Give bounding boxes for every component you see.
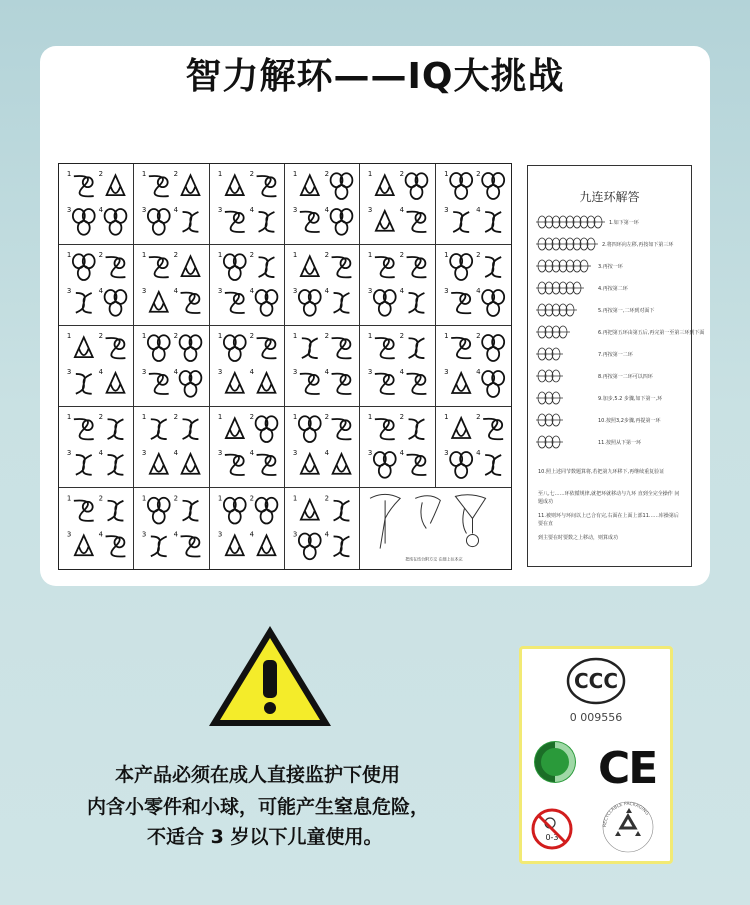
puzzle-number-label: 2 — [399, 332, 405, 341]
puzzle-number-label: 4 — [324, 530, 330, 539]
puzzle-number-label: 1 — [66, 251, 72, 260]
puzzle-number-label: 1 — [292, 413, 298, 422]
puzzle-number-label: 1 — [292, 494, 298, 503]
puzzle-cell — [210, 326, 285, 407]
puzzle-cell — [134, 245, 209, 326]
puzzle-number-label: 1 — [292, 332, 298, 341]
puzzle-number-label: 1 — [142, 251, 147, 260]
puzzle-number-label: 1 — [368, 251, 373, 260]
puzzle-number-label: 2 — [399, 170, 405, 179]
puzzle-number-label: 4 — [399, 286, 405, 295]
puzzle-number-label: 4 — [249, 286, 254, 295]
puzzle-number-label: 3 — [292, 205, 298, 214]
answer-panel — [527, 165, 705, 567]
puzzle-cell — [360, 245, 435, 326]
puzzle-number-label: 2 — [324, 413, 330, 422]
wire-puzzle-drawing — [436, 164, 511, 244]
wire-puzzle-drawing — [360, 488, 511, 569]
puzzle-number-label: 4 — [324, 367, 330, 376]
puzzle-number-label: 1 — [66, 332, 72, 341]
puzzle-number-label: 2 — [98, 332, 104, 341]
puzzle-number-label: 3 — [443, 368, 449, 376]
answer-footnote: 10.照上述同节数题算将,若把第九环移下,再继续重复验证 — [538, 469, 665, 475]
puzzle-cell — [285, 245, 360, 326]
answer-step: 8.再按第一二环可以四环 — [598, 374, 653, 380]
puzzle-number-label: 1 — [142, 413, 147, 422]
puzzle-number-label: 1 — [443, 413, 449, 421]
wire-puzzle-drawing — [360, 326, 434, 406]
puzzle-number-label: 1 — [217, 332, 222, 341]
puzzle-number-label: 4 — [475, 449, 481, 457]
puzzle-cell — [285, 488, 360, 569]
puzzle-number-label: 2 — [98, 494, 104, 503]
puzzle-number-label: 2 — [249, 413, 254, 422]
green-dot-icon — [532, 739, 578, 785]
puzzle-number-label: 4 — [249, 530, 254, 539]
wire-puzzle-drawing — [436, 407, 511, 487]
wire-puzzle-drawing — [59, 326, 133, 406]
puzzle-number-label: 4 — [98, 367, 104, 376]
puzzle-number-label: 1 — [217, 494, 222, 503]
puzzle-number-label: 2 — [173, 251, 179, 260]
puzzle-number-label: 3 — [368, 448, 373, 457]
figure-caption: 把纯在结台附方交 在细上往本完 — [405, 556, 463, 562]
puzzle-number-label: 3 — [217, 448, 222, 457]
puzzle-number-label: 2 — [173, 413, 179, 422]
puzzle-number-label: 2 — [399, 413, 405, 422]
puzzle-cell — [210, 488, 285, 569]
wire-puzzle-drawing — [134, 326, 208, 406]
puzzle-number-label: 2 — [249, 494, 254, 503]
puzzle-cell — [436, 164, 511, 245]
puzzle-number-label: 3 — [368, 205, 373, 214]
answer-step: 3.再按一环 — [598, 264, 623, 270]
puzzle-cell — [134, 164, 209, 245]
puzzle-cell — [59, 245, 134, 326]
puzzle-number-label: 3 — [292, 530, 298, 539]
puzzle-number-label: 1 — [368, 413, 373, 422]
wire-puzzle-drawing — [134, 488, 208, 569]
puzzle-number-label: 2 — [173, 170, 179, 179]
puzzle-number-label: 4 — [173, 448, 179, 457]
puzzle-number-label: 1 — [142, 494, 147, 503]
puzzle-number-label: 2 — [475, 170, 481, 178]
puzzle-cell — [285, 326, 360, 407]
wire-puzzle-drawing — [59, 164, 133, 244]
puzzle-number-label: 3 — [66, 367, 72, 376]
wire-puzzle-drawing — [59, 245, 133, 325]
wire-puzzle-drawing — [285, 326, 359, 406]
wire-puzzle-drawing — [210, 488, 284, 569]
puzzle-number-label: 4 — [399, 205, 405, 214]
warning-line-2: 内含小零件和小球，可能产生窒息危险， — [87, 796, 430, 818]
answer-step: 9.加步,5.2 步骤,如下第一,环 — [598, 396, 663, 402]
puzzle-number-label: 3 — [368, 367, 373, 376]
puzzle-number-label: 2 — [399, 251, 405, 260]
wire-puzzle-drawing — [59, 407, 133, 487]
puzzle-number-label: 1 — [66, 494, 72, 503]
puzzle-number-label: 3 — [66, 530, 72, 539]
recycle-icon — [600, 799, 656, 855]
answer-step: 11.按照从下第一环 — [598, 440, 641, 446]
wire-puzzle-drawing — [210, 407, 284, 487]
answer-panel-title: 九连环解答 — [579, 190, 640, 204]
puzzle-number-label: 3 — [292, 367, 298, 376]
puzzle-cell — [436, 407, 511, 488]
puzzle-number-label: 2 — [249, 332, 254, 341]
warning-line-3: 不适合 3 岁以下儿童使用。 — [147, 826, 383, 848]
puzzle-number-label: 4 — [475, 206, 481, 214]
puzzle-number-label: 3 — [217, 367, 222, 376]
answer-step: 10.按照3,2步骤,再提第一环 — [598, 418, 661, 424]
puzzle-cell — [360, 164, 435, 245]
recycle-ring-text: RECYCLABLE PACKAGING — [602, 801, 650, 828]
wire-puzzle-drawing — [210, 245, 284, 325]
puzzle-number-label: 2 — [249, 251, 254, 260]
answer-step: 4.再按第二环 — [598, 286, 628, 292]
answer-step: 2.将四环向左移,再按如下第三环 — [602, 242, 674, 248]
wire-puzzle-drawing — [134, 245, 208, 325]
puzzle-number-label: 2 — [249, 170, 254, 179]
puzzle-cell — [210, 245, 285, 326]
wire-puzzle-drawing — [285, 245, 359, 325]
wire-puzzle-drawing — [59, 488, 133, 569]
puzzle-number-label: 1 — [443, 251, 449, 259]
ring-chain-diagrams — [528, 166, 691, 566]
wire-puzzle-drawing — [134, 164, 208, 244]
puzzle-number-label: 3 — [66, 286, 72, 295]
puzzle-number-label: 3 — [66, 448, 72, 457]
puzzle-number-label: 2 — [475, 251, 481, 259]
wire-puzzle-drawing — [285, 164, 359, 244]
wire-puzzle-drawing — [134, 407, 208, 487]
wire-puzzle-drawing — [436, 245, 511, 325]
puzzle-number-label: 1 — [292, 251, 298, 260]
certification-badge — [519, 646, 673, 864]
answer-footnote: 11.被则环与环间以上已合有完,右面在上面上部11……库操第后要在直 — [538, 513, 679, 527]
puzzle-number-label: 1 — [217, 170, 222, 179]
ce-mark-icon: CE — [598, 743, 657, 794]
puzzle-number-label: 1 — [443, 170, 449, 178]
puzzle-number-label: 3 — [142, 286, 147, 295]
puzzle-number-label: 2 — [475, 332, 481, 340]
puzzle-number-label: 4 — [324, 286, 330, 295]
puzzle-number-label: 2 — [324, 494, 330, 503]
answer-step: 7.再按第一二环 — [598, 352, 633, 358]
puzzle-number-label: 1 — [66, 413, 72, 422]
puzzle-cell — [360, 407, 435, 488]
puzzle-number-label: 4 — [173, 530, 179, 539]
wire-puzzle-drawing — [360, 164, 434, 244]
wire-puzzle-drawing — [285, 407, 359, 487]
age-text: 0-3 — [545, 833, 559, 842]
wire-puzzle-drawing — [360, 245, 434, 325]
puzzle-number-label: 4 — [173, 205, 179, 214]
puzzle-number-label: 1 — [368, 170, 373, 179]
puzzle-cell — [285, 407, 360, 488]
puzzle-number-label: 1 — [142, 332, 147, 341]
puzzle-cell — [285, 164, 360, 245]
puzzle-number-label: 4 — [173, 367, 179, 376]
puzzle-number-label: 1 — [142, 170, 147, 179]
ccc-mark-icon — [566, 657, 626, 705]
puzzle-cell — [360, 326, 435, 407]
puzzle-number-label: 4 — [249, 367, 254, 376]
puzzle-number-label: 4 — [98, 530, 104, 539]
answer-step: 5.再按第一,二环到对面下 — [598, 308, 655, 314]
puzzle-number-label: 1 — [217, 413, 222, 422]
wire-puzzle-drawing — [210, 326, 284, 406]
puzzle-number-label: 4 — [173, 286, 179, 295]
puzzle-number-label: 4 — [249, 448, 254, 457]
puzzle-cell — [134, 326, 209, 407]
puzzle-number-label: 2 — [324, 251, 330, 260]
puzzle-number-label: 2 — [173, 494, 179, 503]
puzzle-number-label: 4 — [475, 287, 481, 295]
puzzle-number-label: 3 — [142, 530, 147, 539]
warning-triangle-icon — [205, 622, 335, 732]
puzzle-number-label: 4 — [324, 205, 330, 214]
puzzle-number-label: 2 — [98, 413, 104, 422]
puzzle-cell — [59, 326, 134, 407]
puzzle-number-label: 3 — [443, 449, 449, 457]
puzzle-number-label: 2 — [324, 170, 330, 179]
puzzle-cell — [134, 407, 209, 488]
puzzle-number-label: 3 — [142, 205, 147, 214]
puzzle-number-label: 2 — [475, 413, 481, 421]
puzzle-number-label: 3 — [66, 205, 72, 214]
puzzle-number-label: 4 — [98, 448, 104, 457]
answer-footnote: 到主要在时要数之上移动，则算成功 — [538, 535, 619, 541]
puzzle-number-label: 4 — [98, 205, 104, 214]
puzzle-number-label: 3 — [292, 286, 298, 295]
puzzle-cell — [210, 407, 285, 488]
puzzle-number-label: 3 — [368, 286, 373, 295]
puzzle-cell — [59, 488, 134, 569]
puzzle-number-label: 3 — [292, 448, 298, 457]
wire-puzzle-drawing — [285, 488, 359, 569]
puzzle-cell — [59, 407, 134, 488]
warning-line-1: 本产品必须在成人直接监护下使用 — [115, 764, 401, 786]
puzzle-number-label: 3 — [217, 205, 222, 214]
puzzle-number-label: 2 — [98, 251, 104, 260]
puzzle-number-label: 4 — [98, 286, 104, 295]
puzzle-number-label: 3 — [142, 367, 147, 376]
puzzle-cell — [436, 326, 511, 407]
ccc-text: CCC — [573, 669, 619, 693]
puzzle-number-label: 4 — [324, 448, 330, 457]
puzzle-number-label: 2 — [324, 332, 330, 341]
answer-step: 1.如下第一环 — [609, 220, 639, 226]
puzzle-number-label: 1 — [217, 251, 222, 260]
puzzle-number-label: 2 — [98, 170, 104, 179]
puzzle-cell — [210, 164, 285, 245]
puzzle-cell — [59, 164, 134, 245]
puzzle-cell — [134, 488, 209, 569]
puzzle-number-label: 1 — [368, 332, 373, 341]
puzzle-number-label: 1 — [443, 332, 449, 340]
puzzle-number-label: 1 — [292, 170, 298, 179]
wire-puzzle-drawing — [360, 407, 434, 487]
answer-footnote: 至八,七……环依循规律,就把环就移动与九环 直到全完全操作 问题成功 — [538, 491, 680, 505]
puzzle-number-label: 4 — [399, 448, 405, 457]
puzzle-cell — [360, 488, 511, 569]
ccc-code: 0 009556 — [569, 711, 623, 724]
puzzle-number-label: 1 — [66, 170, 72, 179]
wire-puzzle-drawing — [210, 164, 284, 244]
puzzle-grid — [58, 163, 512, 570]
puzzle-number-label: 4 — [249, 205, 254, 214]
puzzle-number-label: 4 — [399, 367, 405, 376]
puzzle-cell — [436, 245, 511, 326]
wire-puzzle-drawing — [436, 326, 511, 406]
puzzle-number-label: 3 — [443, 287, 449, 295]
no-under-3-icon — [530, 807, 574, 851]
puzzle-number-label: 3 — [217, 286, 222, 295]
puzzle-number-label: 2 — [173, 332, 179, 341]
puzzle-number-label: 4 — [475, 368, 481, 376]
puzzle-number-label: 3 — [217, 530, 222, 539]
puzzle-number-label: 3 — [443, 206, 449, 214]
page-title: 智力解环——IQ大挑战 — [185, 56, 565, 97]
puzzle-number-label: 3 — [142, 448, 147, 457]
answer-step: 6.再把第五环由第五后,再完第一至第三环到下面 — [598, 330, 705, 336]
